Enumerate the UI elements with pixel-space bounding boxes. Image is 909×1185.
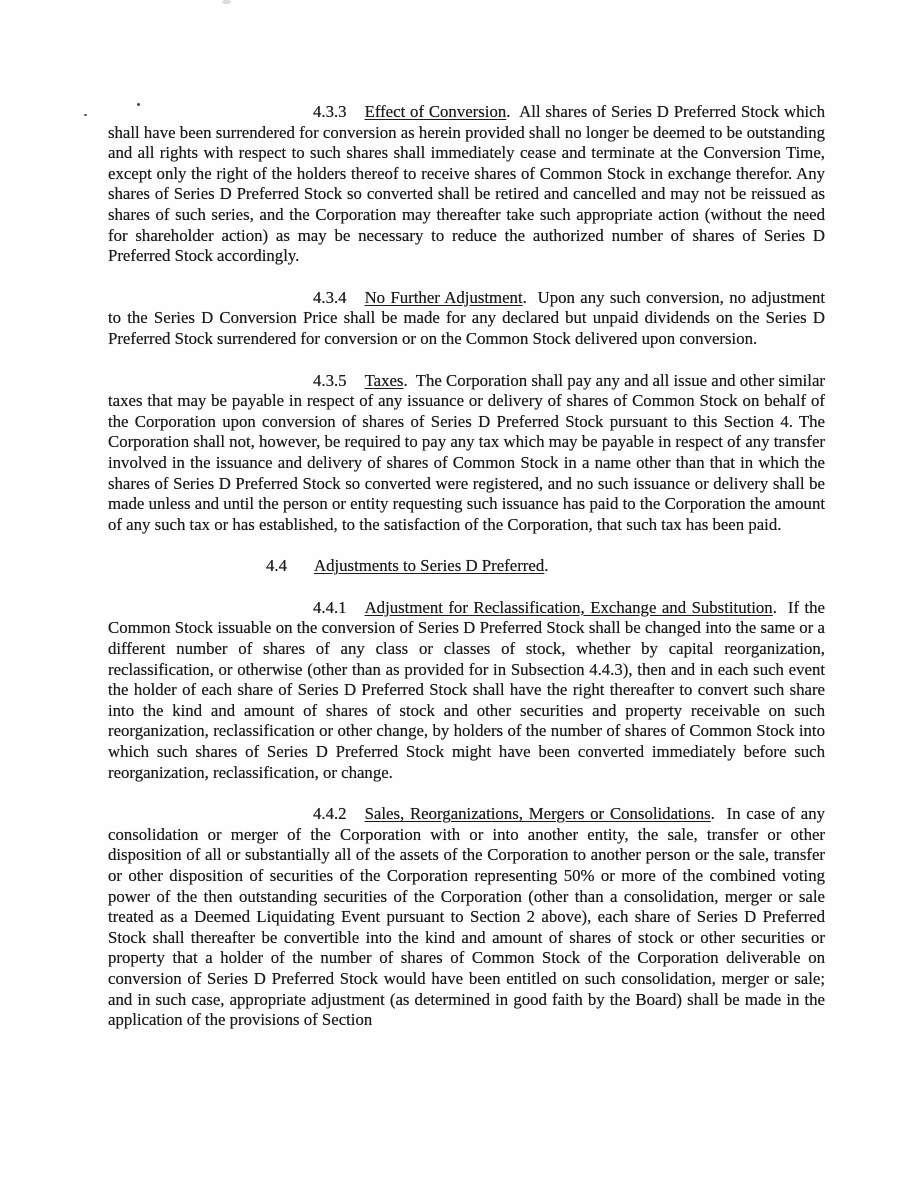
- section-body-text: In case of any consolidation or merger of the Corporation with or into another entity, the sale, transfer or other disposition of all or substantially all of the assets of the Corporation to another person or the sale, transfer or other disposition of securities of the Corporation representing 50% or more of the combined voting power of the then outstanding securities of the Corporation (other than a consolidation, merger or sale treated as a Deemed Liquidating Event pursuant to Section 2 above), each share of Series D Preferred Stock shall thereafter be convertible into the kind and amount of shares of stock or other securities or property that a holder of the number of shares of Common Stock of the Corporation deliverable on conversion of Series D Preferred Stock would have been entitled on such consolidation, merger or sale; and in such case, appropriate adjustment (as determined in good faith by the Board) shall be made in the application of the provisions of Section: [108, 804, 826, 1030]
- section-title-period: .: [544, 556, 549, 576]
- section-title-period: .: [772, 597, 777, 617]
- section-number: 4.3.4: [313, 287, 347, 307]
- section-title: Effect of Conversion: [364, 102, 507, 121]
- scan-speck: [84, 114, 87, 116]
- section-body-text: If the Common Stock issuable on the conversion of Series D Preferred Stock shall be changed into the same or a different number of shares of any class or classes of stock, whether by capital reorganization, reclassification, or otherwise (other than as provided for in Subsection 4.4.3), then and in each such event the holder of each share of Series D Preferred Stock shall have the right thereafter to convert such share into the kind and amount of shares of stock and other securities and property receivable on such reorganization, reclassification or other change, by holders of the number of shares of Common Stock into which such shares of Series D Preferred Stock might have been converted immediately before such reorganization, reclassification, or change.: [108, 597, 826, 782]
- document-text-block: [108, 102, 825, 1052]
- section-title: Adjustment for Reclassification, Exchange and Substitution: [364, 597, 773, 617]
- section-body-text: All shares of Series D Preferred Stock which shall have been surrendered for conversion as herein provided shall no longer be deemed to be outstanding and all rights with respect to such shares shall immediately cease and terminate at the Conversion Time, except only the right of the holders thereof to receive shares of Common Stock in exchange therefor. Any shares of Series D Preferred Stock so converted shall be retired and cancelled and may not be reissued as shares of such series, and the Corporation may thereafter take such appropriate action (without the need for shareholder action) as may be necessary to reduce the authorized number of shares of Series D Preferred Stock accordingly.: [108, 102, 825, 266]
- section-body-text: Upon any such conversion, no adjustment to the Series D Conversion Price shall be made for any declared but unpaid dividends on the Series D Preferred Stock surrendered for conversion or on the Common Stock delivered upon conversion.: [108, 287, 825, 348]
- scan-speck: [222, 0, 231, 4]
- paragraph-4.4.2: [108, 804, 825, 1031]
- section-title: Taxes: [364, 370, 404, 390]
- section-title-period: .: [403, 370, 408, 390]
- section-title: Sales, Reorganizations, Mergers or Consolidations: [364, 804, 711, 824]
- section-number: 4.4.2: [313, 804, 347, 824]
- paragraph-4.4: [108, 556, 825, 577]
- section-number: 4.4.1: [313, 597, 347, 617]
- section-body-text: The Corporation shall pay any and all issue and other similar taxes that may be payable in respect of any issuance or delivery of shares of Common Stock on behalf of the Corporation upon conversion of shares of Series D Preferred Stock pursuant to this Section 4. The Corporation shall not, however, be required to pay any tax which may be payable in respect of any transfer involved in the issuance and delivery of shares of Common Stock in a name other than that in which the shares of Series D Preferred Stock so converted were registered, and no such issuance or delivery shall be made unless and until the person or entity requesting such issuance has paid to the Corporation the amount of any such tax or has established, to the satisfaction of the Corporation, that such tax has been paid.: [108, 370, 825, 534]
- paragraph-4.3.3: [108, 102, 825, 267]
- section-number: 4.3.5: [313, 370, 347, 390]
- section-number: 4.3.3: [313, 102, 347, 121]
- section-title: Adjustments to Series D Preferred: [313, 556, 545, 576]
- section-title-period: .: [506, 102, 511, 121]
- scan-speck: [137, 103, 140, 106]
- paragraph-4.4.1: [108, 598, 825, 783]
- paragraph-4.3.5: [108, 371, 825, 536]
- section-title: No Further Adjustment: [364, 287, 523, 307]
- section-title-period: .: [710, 804, 715, 824]
- section-title-period: .: [522, 287, 527, 307]
- paragraph-4.3.4: [108, 288, 825, 350]
- section-number: 4.4: [266, 556, 287, 576]
